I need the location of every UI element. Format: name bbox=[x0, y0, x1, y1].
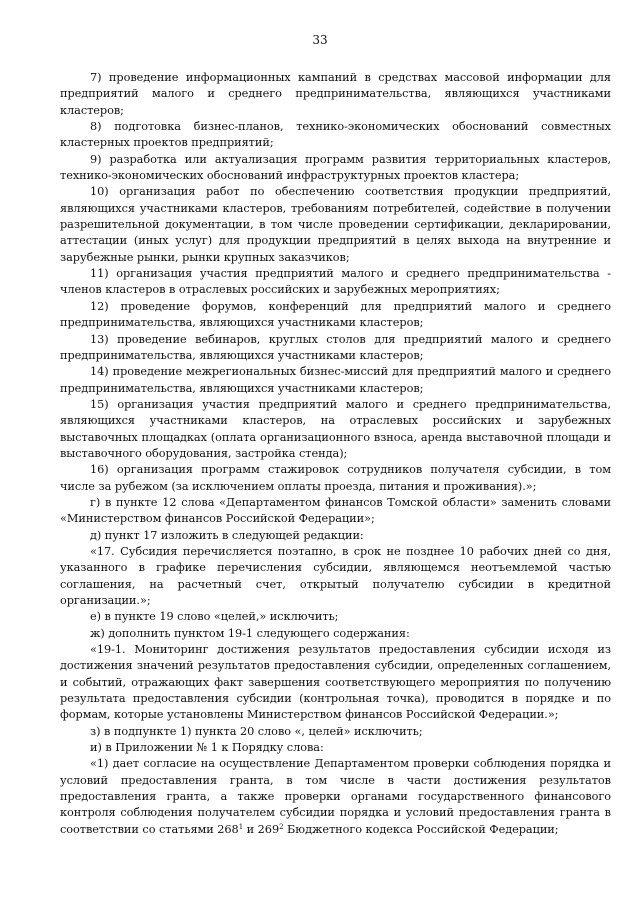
paragraph-item-11: 11) организация участия предприятий малого и среднего предпринимательства - членов кластеров в отраслевых российских и зарубежных мероприятиях; bbox=[60, 267, 611, 297]
consent-text-middle: и 269 bbox=[243, 822, 280, 836]
paragraph-item-7: 7) проведение информационных кампаний в средствах массовой информации для предприятий малого и среднего предпринимательства, являющихся участниками кластеров; bbox=[60, 71, 611, 117]
paragraph-amendment-g: г) в пункте 12 слова «Департаментом финансов Томской области» заменить словами «Министерством финансов Российской Федерации»; bbox=[60, 495, 611, 526]
paragraph-item-13: 13) проведение вебинаров, круглых столов для предприятий малого и среднего предпринимательства, являющихся участниками кластеров; bbox=[60, 332, 611, 362]
consent-text-end: Бюджетного кодекса Российской Федерации; bbox=[283, 822, 559, 836]
paragraph-consent-clause bbox=[60, 756, 611, 838]
paragraph-item-10: 10) организация работ по обеспечению соответствия продукции предприятий, являющихся участниками кластеров, требованиям потребителей, содействие в получении разрешительной документации, в том числе проведении сертификации, декларировании, аттестации (иных услуг) для продукции предприятий в целях выхода на внутренние и зарубежные рынки, рынки крупных заказчиков; bbox=[60, 185, 611, 264]
paragraph-amendment-i: и) в Приложении № 1 к Порядку слова: bbox=[90, 741, 324, 755]
article-269-superscript: 2 bbox=[279, 822, 284, 831]
paragraph-item-14: 14) проведение межрегиональных бизнес-миссий для предприятий малого и среднего предпринимательства, являющихся участниками кластеров; bbox=[60, 365, 611, 395]
page-number: 33 bbox=[312, 33, 328, 47]
paragraph-amendment-e: е) в пункте 19 слово «целей,» исключить; bbox=[90, 610, 339, 624]
paragraph-item-9: 9) разработка или актуализация программ развития территориальных кластеров, технико-экономических обоснований инфраструктурных проектов кластера; bbox=[60, 152, 611, 183]
paragraph-amendment-zh: ж) дополнить пунктом 19-1 следующего содержания: bbox=[90, 626, 410, 640]
paragraph-amendment-z: з) в подпункте 1) пункта 20 слово «, целей» исключить; bbox=[90, 724, 423, 738]
paragraph-amendment-d: д) пункт 17 изложить в следующей редакции: bbox=[90, 528, 364, 542]
article-268-superscript: 1 bbox=[238, 822, 244, 831]
document-body bbox=[60, 70, 611, 838]
consent-text-start: «1) дает согласие на осуществление Департаментом проверки соблюдения порядка и условий предоставления гранта, в том числе в части достижения результатов предоставления гранта, а также проверки органами государственного финансового контроля соблюдения получателем субсидии порядка и условий предоставления гранта в соответствии со статьями 268 bbox=[60, 757, 611, 836]
paragraph-item-16: 16) организация программ стажировок сотрудников получателя субсидии, в том числе за рубежом (за исключением оплаты проезда, питания и проживания).»; bbox=[60, 463, 611, 493]
paragraph-item-15: 15) организация участия предприятий малого и среднего предпринимательства, являющихся участниками кластеров, на отраслевых российских и зарубежных выставочных площадках (оплата организационного взноса, аренда выставочной площади и выставочного оборудования, застройка стенда); bbox=[60, 397, 611, 460]
paragraph-point-19-1: «19-1. Мониторинг достижения результатов предоставления субсидии исходя из достижения значений результатов предоставления субсидии, определенных соглашением, и событий, отражающих факт завершения соответствующего мероприятия по получению результата предоставления субсидии (контрольная точка), проводится в порядке и по формам, которые установлены Министерством финансов Российской Федерации.»; bbox=[60, 643, 611, 722]
paragraph-item-12: 12) проведение форумов, конференций для предприятий малого и среднего предпринимательства, являющихся участниками кластеров; bbox=[60, 299, 611, 330]
paragraph-item-8: 8) подготовка бизнес-планов, технико-экономических обоснований совместных кластерных проектов предприятий; bbox=[60, 120, 611, 150]
paragraph-point-17: «17. Субсидия перечисляется поэтапно, в срок не позднее 10 рабочих дней со дня, указанного в графике перечисления субсидии, являющемся неотъемлемой частью соглашения, на расчетный счет, открытый получателю субсидии в кредитной организации.»; bbox=[60, 544, 611, 607]
